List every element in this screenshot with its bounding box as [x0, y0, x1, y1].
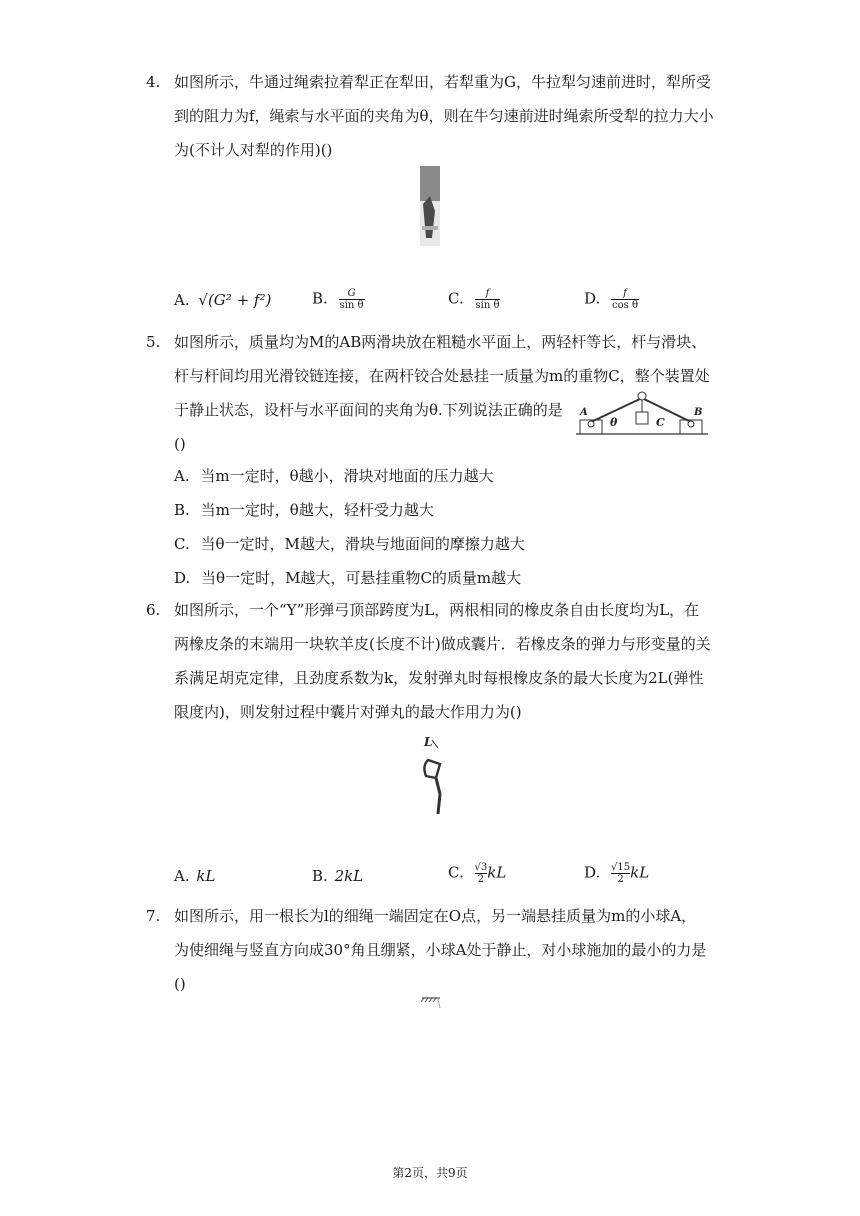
question-text-line: 为使细绳与竖直方向成30°角且绷紧，小球A处于静止，对小球施加的最小的力是: [174, 941, 707, 959]
question-text-line: 限度内)，则发射过程中囊片对弹丸的最大作用力为(): [174, 703, 522, 721]
question-text-line: 到的阻力为f，绳索与水平面的夹角为θ，则在牛匀速前进时绳索所受犁的拉力大小: [174, 107, 714, 125]
option-label: B.: [312, 867, 328, 885]
option-text: 当θ一定时，M越大，可悬挂重物C的质量m越大: [201, 569, 522, 587]
option-label: A.: [174, 867, 190, 885]
question-text-line: 于静止状态，设杆与水平面间的夹角为θ.下列说法正确的是: [174, 401, 563, 419]
figure-label-c: C: [656, 416, 665, 429]
option-text: 当m一定时，θ越大，轻杆受力越大: [200, 501, 434, 519]
fraction-numerator: f: [623, 288, 627, 299]
question-text-line: 如图所示，牛通过绳索拉着犁正在犁田，若犁重为G，牛拉犁匀速前进时，犁所受: [174, 73, 711, 91]
option-label: A.: [174, 291, 190, 309]
option-b: [312, 866, 363, 886]
sliders-rods-figure: [574, 386, 710, 438]
option-label: D.: [584, 289, 601, 308]
option-b: [174, 500, 434, 520]
option-c: [174, 534, 525, 554]
figure-label-a: A: [580, 407, 588, 418]
option-b: [312, 288, 365, 311]
option-expression: kL: [196, 867, 216, 885]
fraction-numerator: √3: [474, 862, 488, 873]
option-suffix: kL: [487, 863, 507, 882]
question-text-line: (): [174, 975, 186, 993]
fraction-numerator: √15: [611, 862, 631, 873]
slingshot-figure: [418, 734, 442, 818]
fraction-denominator: 2: [475, 873, 488, 885]
question-text-line: 系满足胡克定律，且劲度系数为k，发射弹丸时每根橡皮条的最大长度为2L(弹性: [174, 669, 704, 687]
question-text-line: 杆与杆间均用光滑铰链连接，在两杆铰合处悬挂一质量为m的重物C，整个装置处: [174, 367, 710, 385]
question-number: 5.: [146, 333, 161, 351]
option-label: B.: [174, 501, 190, 519]
ox-plough-figure: [420, 166, 440, 246]
figure-label-l: L: [424, 735, 433, 749]
question-text-line: 两橡皮条的末端用一块软羊皮(长度不计)做成囊片．若橡皮条的弹力与形变量的关: [174, 635, 711, 653]
pendulum-figure: [420, 994, 444, 1010]
question-number: 7.: [146, 907, 161, 925]
option-c: [448, 862, 506, 885]
fraction-numerator: G: [347, 288, 356, 299]
option-a: [174, 466, 494, 486]
option-label: C.: [448, 289, 464, 308]
option-d: [174, 568, 521, 588]
option-label: C.: [448, 863, 464, 882]
option-text: 当m一定时，θ越小，滑块对地面的压力越大: [200, 467, 494, 485]
question-text-line: 如图所示，质量均为M的AB两滑块放在粗糙水平面上，两轻杆等长，杆与滑块、: [174, 333, 707, 351]
question-text-line: 如图所示，用一根长为l的细绳一端固定在O点，另一端悬挂质量为m的小球A，: [174, 907, 697, 925]
option-c: [448, 288, 500, 311]
option-suffix: kL: [630, 863, 650, 882]
option-d: [584, 288, 639, 311]
question-text-line: (): [174, 435, 186, 453]
option-label: D.: [584, 863, 601, 882]
option-text: 当θ一定时，M越大，滑块与地面间的摩擦力越大: [200, 535, 525, 553]
option-label: B.: [312, 289, 328, 308]
option-a: [174, 866, 215, 886]
option-label: C.: [174, 535, 190, 553]
fraction-denominator: 2: [611, 873, 630, 885]
fraction-denominator: sin θ: [475, 300, 500, 311]
fraction-numerator: f: [485, 288, 490, 299]
option-expression: √(G² + f²): [198, 291, 272, 309]
question-number: 6.: [146, 601, 161, 619]
option-label: A.: [174, 467, 190, 485]
figure-label-theta: θ: [610, 416, 618, 429]
option-label: D.: [174, 569, 191, 587]
fraction-denominator: cos θ: [612, 300, 638, 311]
question-number: 4.: [146, 73, 161, 91]
option-a: [174, 290, 271, 310]
option-expression: 2kL: [334, 867, 364, 885]
question-text-line: 为(不计人对犁的作用)(): [174, 141, 333, 159]
question-text-line: 如图所示，一个“Y”形弹弓顶部跨度为L，两根相同的橡皮条自由长度均为L，在: [174, 601, 700, 619]
figure-label-b: B: [694, 407, 703, 418]
option-d: [584, 862, 649, 885]
fraction-denominator: sin θ: [339, 300, 364, 311]
page-footer: 第2页，共9页: [392, 1166, 468, 1180]
